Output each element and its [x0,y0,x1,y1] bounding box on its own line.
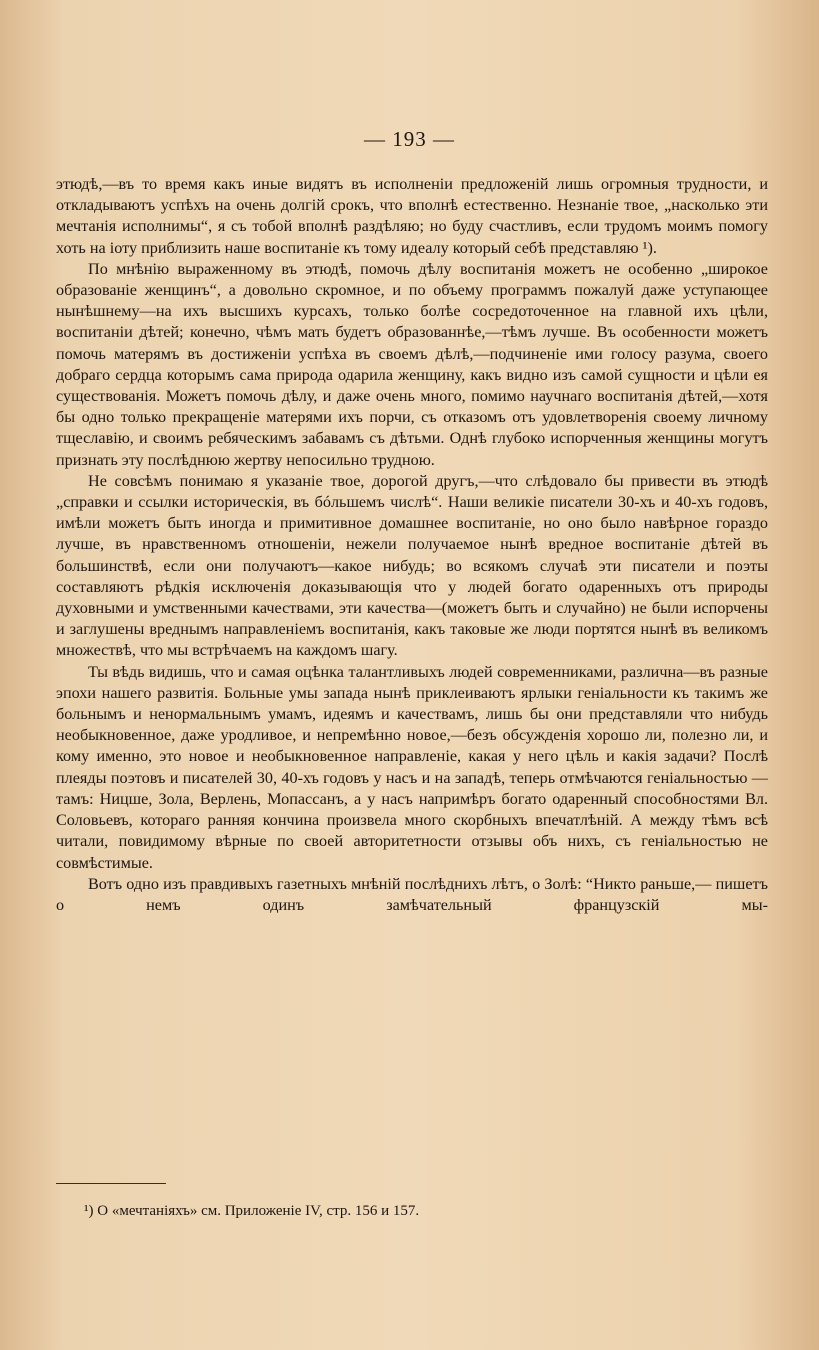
paragraph-3: Не совсѣмъ понимаю я указаніе твое, дорогой другъ,—что слѣдовало бы привести въ этюдѣ „справки и ссылки историческія, въ бóльшемъ числѣ“. Наши великіе писатели 30-хъ и 40-хъ годовъ, имѣли можетъ быть иногда и примитивное домашнее воспитаніе, но оно было навѣрное гораздо лучше, въ нравственномъ отношеніи, нежели получаемое нынѣ вредное воспитаніе дѣтей въ большинствѣ, если они получаютъ—какое нибудь; во всякомъ случаѣ эти писатели и поэты составляютъ рѣдкія исключенія доказывающія что у людей богато одаренныхъ отъ природы духовными и умственными качествами, эти качества—(можетъ быть и случайно) не были испорчены и заглушены вреднымъ направленіемъ воспитанія, какъ таковые же люди портятся нынѣ въ великомъ множествѣ, что мы встрѣчаемъ на каждомъ шагу. [56,471,768,660]
page-number: — 193 — [364,127,455,151]
paragraph-1: этюдѣ,—въ то время какъ иные видятъ въ исполненіи предложеній лишь огромныя трудности, и откладываютъ успѣхъ на очень долгій срокъ, что вполнѣ естественно. Незнаніе твое, „насколько эти мечтанія исполнимы“, я съ тобой вполнѣ раздѣляю; но буду счастливъ, если трудомъ моимъ помогу хоть на іоту приблизить наше воспитаніе къ тому идеалу который себѣ представляю ¹). [56,175,768,257]
paragraph-2: По мнѣнію выраженному въ этюдѣ, помочь дѣлу воспитанія можетъ не особенно „широкое образованіе женщинъ“, а довольно скромное, и по объему программъ пожалуй даже уступающее нынѣшнему—на ихъ высшихъ курсахъ, только болѣе сосредоточенное на главной ихъ цѣли, воспитаніи дѣтей; конечно, чѣмъ мать будетъ образованнѣе,—тѣмъ лучше. Въ особенности можетъ помочь матерямъ въ достиженіи успѣха въ своемъ дѣлѣ,—подчиненіе ими голосу разума, своего добраго сердца которымъ сама природа одарила женщину, какъ видно изъ самой сущности и цѣли ея существованія. Можетъ помочь дѣлу, и даже очень много, помимо научнаго воспитанія дѣтей,—хотя бы одно только прекращеніе матерями ихъ порчи, съ отказомъ отъ удовлетворенія своему личному тщеславію, и своимъ ребяческимъ забавамъ съ дѣтьми. Однѣ глубоко испорченныя женщины могутъ признать эту послѣднюю жертву непосильно трудною. [56,259,768,469]
footnote-separator [56,1183,166,1184]
body-text [56,174,768,916]
footnote: ¹) О «мечтаніяхъ» см. Приложеніе IV, стр. 156 и 157. [84,1203,420,1219]
paragraph-4: Ты вѣдь видишь, что и самая оцѣнка талантливыхъ людей современниками, различна—въ разные эпохи нашего развитія. Больные умы запада нынѣ приклеиваютъ ярлыки геніальности къ такимъ же больнымъ и ненормальнымъ умамъ, идеямъ и качествамъ, лишь бы они представляли что нибудь необыкновенное, даже уродливое, и непремѣнно новое,—безъ обсужденія хорошо ли, полезно ли, и кому именно, это новое и необыкновенное направленіе, какая у него цѣль и какія задачи? Послѣ плеяды поэтовъ и писателей 30, 40-хъ годовъ у насъ и на западѣ, теперь отмѣчаются геніальностью — тамъ: Ницше, Зола, Верлень, Мопассанъ, а у насъ напримѣръ богато одаренный способностями Вл. Соловьевъ, котораго ранняя кончина произвела много скорбныхъ впечатлѣній. А между тѣмъ всѣ читали, повидимому вѣрные по своей авторитетности отзывы объ нихъ, съ геніальностью не совмѣстимые. [56,662,768,872]
paragraph-5: Вотъ одно изъ правдивыхъ газетныхъ мнѣній послѣднихъ лѣтъ, о Золѣ: “Никто раньше,— пишетъ о немъ одинъ замѣчательный французскій мы- [56,874,768,914]
